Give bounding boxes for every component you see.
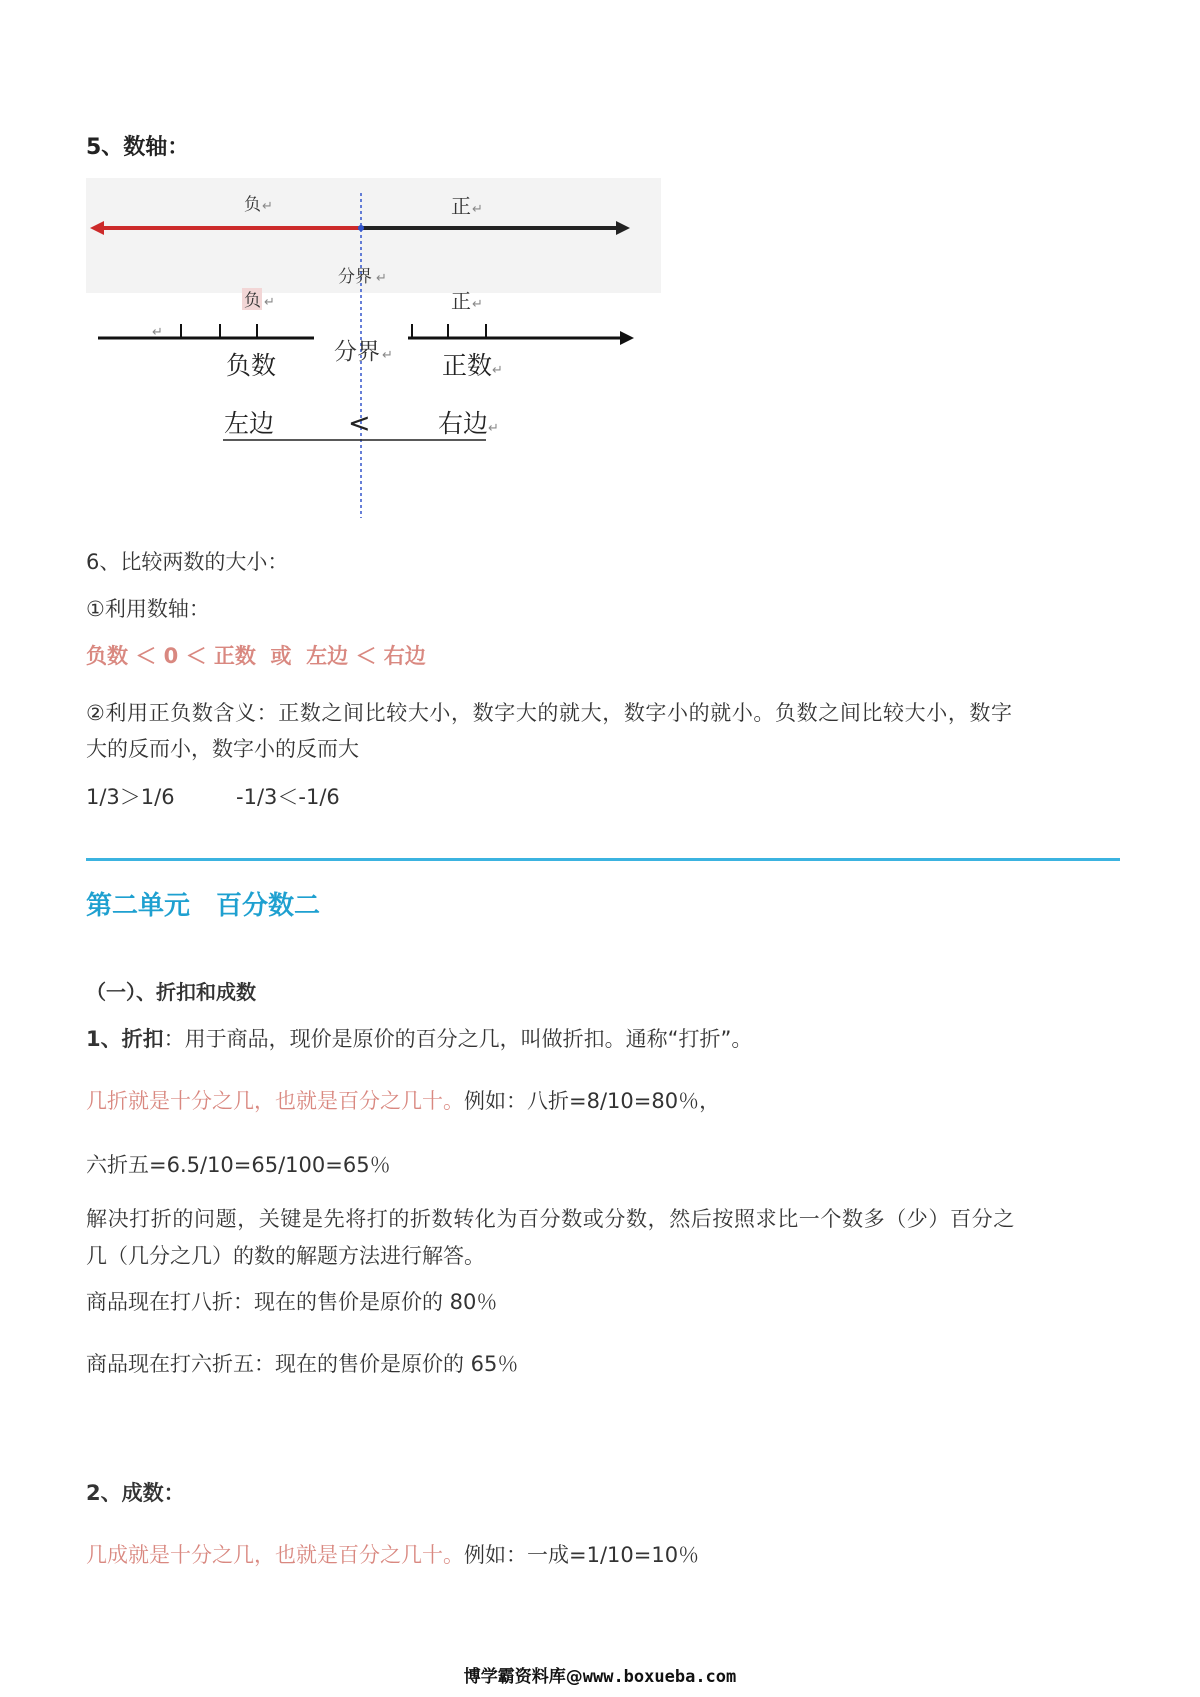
para-mark: ↵ [472,202,483,217]
rule-right: 右边 [383,644,426,668]
example-positive: 1/3＞1/6 [86,785,175,809]
mid-pos-label: 正 [451,289,471,313]
discount-example-text: 例如：八折=8/10=80％， [464,1089,721,1113]
discount-example-2: 六折五=6.5/10=65/100=65％ [86,1153,391,1177]
diagram-top-background [86,178,661,293]
rule-zero: 0 [163,644,179,668]
chengshu-heading: 2、成数： [86,1481,185,1505]
left-label: 左边 [224,409,275,438]
discount-definition-text: ：用于商品，现价是原价的百分之几，叫做折扣。通称“打折”。 [163,1027,753,1051]
right-label: 右边 [438,409,489,438]
discount-label: 1、折扣 [86,1027,164,1051]
neg-number-label: 负数 [226,351,277,380]
rule-or: 或 [270,644,292,668]
section-divider [86,858,1120,861]
footer-label: 博学霸资料库@ [463,1667,583,1687]
discount-rule-highlight: 几折就是十分之几，也就是百分之几十。 [86,1089,464,1113]
unit-title-part1: 第二单元 [86,891,191,921]
para-mark: ↵ [152,325,163,340]
rule-neg: 负数 [86,644,128,668]
rule-lt: ＜ [355,644,377,668]
discount-subheading: （一）、折扣和成数 [86,980,256,1004]
rule-lt: ＜ [185,644,207,668]
para-mark: ↵ [262,199,273,214]
pos-number-label: 正数 [442,351,493,380]
less-than-sign: < [348,408,371,439]
discount-method-line1: 解决打折的问题，关键是先将打的折数转化为百分数或分数，然后按照求比一个数多（少）百分之 [86,1207,1015,1231]
number-line-diagram [86,178,666,523]
positive-number-line-head [620,331,634,345]
footer-watermark [0,1662,1200,1687]
mid-divider-label: 分界 [334,339,380,365]
method2-line1: ②利用正负数含义：正数之间比较大小，数字大的就大，数字小的就小。负数之间比较大小，数字 [86,701,1013,725]
discount-method-line2: 几（几分之几）的数的解题方法进行解答。 [86,1244,485,1268]
para-mark: ↵ [264,295,275,310]
discount-definition [86,1023,752,1053]
discount-case-65: 商品现在打六折五：现在的售价是原价的 65％ [86,1352,519,1376]
rule-pos: 正数 [213,644,256,668]
para-mark: ↵ [472,297,483,312]
top-neg-label: 负 [244,195,261,215]
section5-heading: 5、数轴： [86,135,190,160]
rule-lt: ＜ [135,644,157,668]
chengshu-example-text: 例如：一成=1/10=10％ [464,1543,700,1567]
method2-line2: 大的反而小，数字小的反而大 [86,737,359,761]
para-mark: ↵ [382,348,393,363]
chengshu-example [86,1539,699,1569]
top-pos-label: 正 [451,194,471,218]
top-divider-label: 分界 [338,267,372,287]
number-line-rule [86,640,426,670]
discount-case-80: 商品现在打八折：现在的售价是原价的 80％ [86,1290,498,1314]
unit-title-part2: 百分数二 [216,891,321,921]
example-negative: -1/3＜-1/6 [236,785,340,809]
chengshu-rule-highlight: 几成就是十分之几，也就是百分之几十。 [86,1543,464,1567]
discount-example [86,1085,720,1115]
para-mark: ↵ [488,421,499,436]
para-mark: ↵ [492,363,503,378]
para-mark: ↵ [376,271,387,286]
rule-left: 左边 [306,644,349,668]
method1-text: ①利用数轴： [86,597,210,621]
footer-url[interactable]: www.boxueba.com [582,1667,737,1687]
unit-title [86,885,320,922]
section6-heading: 6、比较两数的大小： [86,550,289,574]
mid-neg-label: 负 [244,291,261,311]
